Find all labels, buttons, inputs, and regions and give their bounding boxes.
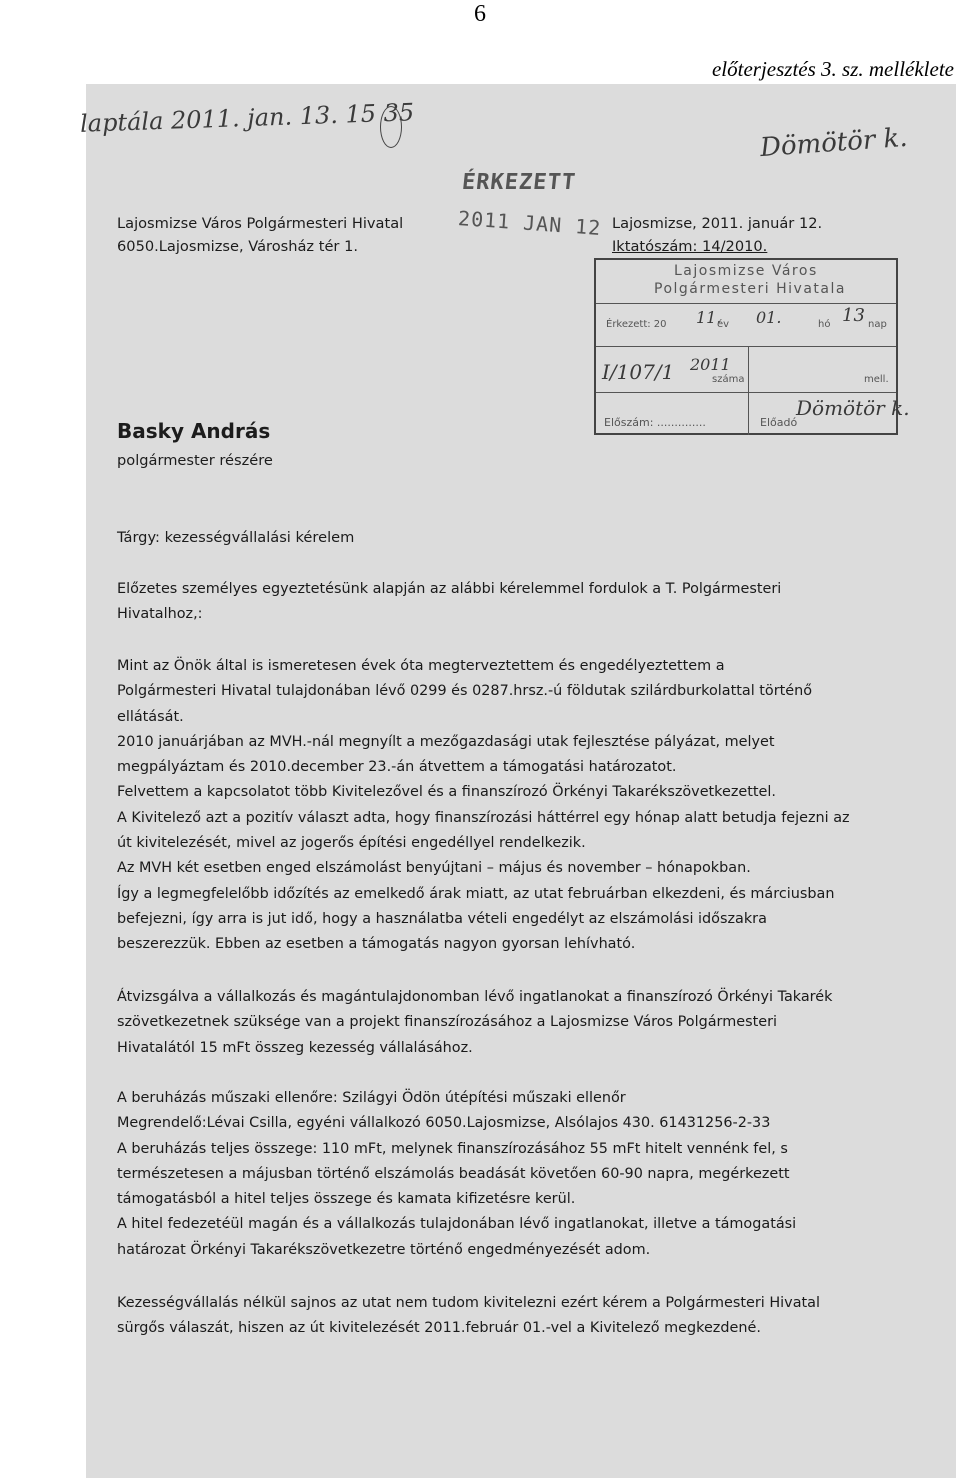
stamp-handwritten-month: 01. (756, 308, 782, 327)
body-line: A Kivitelező azt a pozitív választ adta, hogy finanszírozási háttérrel egy hónap alatt betudja fejezni az (117, 809, 850, 826)
sender-line-2: 6050.Lajosmizse, Városház tér 1. (117, 238, 358, 255)
body-line: út kivitelezését, mivel az jogerős építési engedéllyel rendelkezik. (117, 835, 586, 852)
handwritten-received-note: laptála 2011. jan. 13. 15 35 (79, 98, 415, 138)
handwritten-signature: Dömötör k. (759, 122, 909, 164)
appendix-note: előterjesztés 3. sz. melléklete (711, 57, 954, 81)
paragraph-line: Átvizsgálva a vállalkozás és magántulajdonomban lévő ingatlanokat a finanszírozó Örkényi Takarék (117, 989, 833, 1005)
stamp-szama-label: száma (712, 374, 745, 385)
subject-line: Tárgy: kezességvállalási kérelem (117, 529, 355, 546)
paragraph-line: támogatásból a hitel teljes összege és kamata kifizetésre kerül. (117, 1191, 576, 1208)
stamp-mell-label: mell. (864, 374, 889, 385)
paragraph-line: A beruházás műszaki ellenőre: Szilágyi Ödön útépítési műszaki ellenőr (117, 1090, 626, 1106)
stamp-eloszam-label: Előszám: .............. (604, 416, 706, 429)
paragraph-line: Megrendelő:Lévai Csilla, egyéni vállalkozó 6050.Lajosmizse, Alsólajos 430. 61431256-2-33 (117, 1115, 771, 1132)
intro-line: Hivatalhoz,: (117, 606, 203, 623)
paragraph-line: Hivatalától 15 mFt összeg kezesség vállalásához. (117, 1039, 473, 1056)
body-line: Így a legmegfelelőbb időzítés az emelkedő árak miatt, az utat februárban elkezdeni, és márciusban (117, 885, 835, 902)
investment-details-paragraph (117, 1086, 796, 1263)
guarantee-paragraph (117, 985, 832, 1061)
intro-line: Előzetes személyes egyeztetésünk alapján az alábbi kérelemmel fordulok a T. Polgármesteri (117, 581, 782, 597)
handwritten-circle (380, 106, 402, 148)
body-line: befejezni, így arra is jut idő, hogy a használatba vételi engedélyt az elszámolási időszakra (117, 910, 767, 927)
body-line: Felvettem a kapcsolatot több Kivitelezővel és a finanszírozó Örkényi Takarékszövetkezettel. (117, 784, 776, 801)
paragraph-line: természetesen a májusban történő elszámolás beadását követően 60-90 napra, megérkezett (117, 1165, 790, 1182)
stamp-nap-label: nap (868, 319, 887, 330)
stamp-handwritten-day: 13 (842, 305, 865, 326)
intro-paragraph (117, 577, 781, 628)
erkezett-stamp-date: 2011 JAN 12 (457, 206, 603, 240)
stamp-handwritten-presenter: Dömötör k. (796, 396, 910, 420)
body-line: Mint az Önök által is ismeretesen évek óta megterveztettem és engedélyeztettem a (117, 658, 725, 674)
stamp-ho-label: hó (818, 319, 831, 330)
paragraph-line: sürgős válaszát, hiszen az út kivitelezését 2011.február 01.-vel a Kivitelező megkezdené. (117, 1320, 761, 1337)
stamp-handwritten-year: 11. (696, 308, 722, 327)
stamp-handwritten-reg-number: I/107/1 (602, 360, 675, 384)
registration-stamp (594, 258, 910, 435)
body-line: ellátását. (117, 708, 184, 725)
paragraph-line: Kezességvállalás nélkül sajnos az utat nem tudom kivitelezni ezért kérem a Polgármesteri Hivatal (117, 1295, 820, 1311)
body-line: megpályáztam és 2010.december 23.-án átvettem a támogatási határozatot. (117, 759, 677, 776)
body-paragraph (117, 654, 850, 958)
page-number: 6 (474, 1, 486, 27)
paragraph-line: határozat Örkényi Takarékszövetkezetre történő engedményezését adom. (117, 1241, 651, 1258)
letter-date: Lajosmizse, 2011. január 12. (612, 215, 823, 232)
stamp-ev-label: év (717, 319, 730, 330)
stamp-eloado-label: Előadó (760, 416, 798, 429)
body-line: Az MVH két esetben enged elszámolást benyújtani – május és november – hónapokban. (117, 860, 751, 877)
erkezett-stamp-label: ÉRKEZETT (460, 170, 578, 195)
paragraph-line: A beruházás teljes összege: 110 mFt, melynek finanszírozásához 55 mFt hitelt vennénk fel, s (117, 1140, 788, 1157)
recipient-title: polgármester részére (117, 452, 273, 469)
stamp-title-1: Lajosmizse Város (674, 263, 818, 279)
stamp-title-2: Polgármesteri Hivatala (654, 281, 846, 297)
paragraph-line: szövetkezetnek szüksége van a projekt finanszírozásához a Lajosmizse Város Polgármesteri (117, 1014, 777, 1031)
stamp-handwritten-reg-year: 2011 (690, 355, 731, 374)
reference-number: Iktatószám: 14/2010. (612, 238, 768, 255)
recipient-name: Basky András (117, 419, 271, 443)
closing-paragraph (117, 1291, 820, 1342)
sender-line-1: Lajosmizse Város Polgármesteri Hivatal (117, 215, 404, 232)
body-line: beszerezzük. Ebben az esetben a támogatás nagyon gyorsan lehívható. (117, 936, 636, 953)
body-line: 2010 januárjában az MVH.-nál megnyílt a mezőgazdasági utak fejlesztése pályázat, melyet (117, 733, 775, 750)
body-line: Polgármesteri Hivatal tulajdonában lévő 0299 és 0287.hrsz.-ú földutak szilárdburkolattal történő (117, 683, 813, 700)
stamp-received-label: Érkezett: 20 (606, 319, 667, 330)
paragraph-line: A hitel fedezetéül magán és a vállalkozás tulajdonában lévő ingatlanokat, illetve a támogatási (117, 1216, 797, 1233)
